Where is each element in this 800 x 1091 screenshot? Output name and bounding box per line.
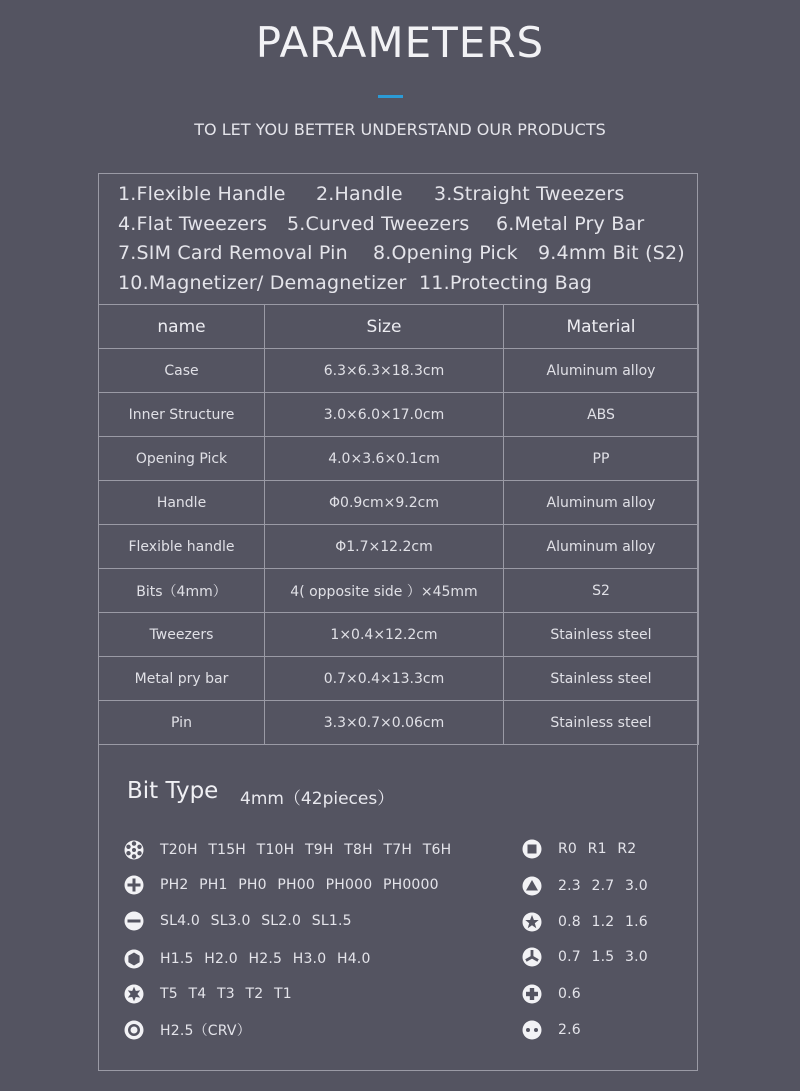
tri-wing-icon — [522, 947, 542, 967]
cell-size: Φ0.9cm×9.2cm — [265, 481, 504, 525]
cell-material: Aluminum alloy — [504, 349, 699, 393]
bit-sizes: R0 R1 R2 — [558, 841, 637, 857]
cell-name: Pin — [99, 701, 265, 745]
cell-name: Inner Structure — [99, 393, 265, 437]
cell-material: Aluminum alloy — [504, 525, 699, 569]
cell-material: PP — [504, 437, 699, 481]
hex-crv-icon — [124, 1020, 144, 1040]
package-contents — [118, 180, 698, 298]
column-header-size: Size — [265, 305, 504, 349]
cell-name: Opening Pick — [99, 437, 265, 481]
bit-row — [522, 982, 581, 1006]
square-icon — [522, 839, 542, 859]
parameters-table — [98, 304, 699, 745]
table-row — [99, 657, 699, 701]
bit-sizes: T20H T15H T10H T9H T8H T7H T6H — [160, 842, 452, 858]
bit-type-title: Bit Type — [127, 778, 219, 804]
hex-icon — [124, 949, 144, 969]
contents-item: 2.Handle — [316, 183, 403, 205]
table-row — [99, 349, 699, 393]
cell-material: Aluminum alloy — [504, 481, 699, 525]
cell-material: S2 — [504, 569, 699, 613]
bit-row — [124, 909, 352, 933]
cell-name: Bits（4mm） — [99, 569, 265, 613]
bit-row — [522, 874, 648, 898]
cell-size: 0.7×0.4×13.3cm — [265, 657, 504, 701]
page-title: PARAMETERS — [255, 18, 545, 67]
cell-name: Handle — [99, 481, 265, 525]
bit-row — [124, 982, 292, 1006]
title-accent-line — [378, 95, 403, 98]
contents-item: 6.Metal Pry Bar — [496, 212, 645, 235]
contents-item: 9.4mm Bit (S2) — [538, 242, 685, 264]
spanner-icon — [522, 1020, 542, 1040]
bit-sizes: 2.6 — [558, 1022, 581, 1038]
bit-sizes: 0.7 1.5 3.0 — [558, 949, 648, 965]
table-row — [99, 613, 699, 657]
cross-icon — [522, 984, 542, 1004]
bit-row — [522, 837, 636, 861]
contents-item: 11.Protecting Bag — [419, 271, 592, 294]
cell-material: Stainless steel — [504, 657, 699, 701]
pentalobe-icon — [522, 912, 542, 932]
triangle-icon — [522, 876, 542, 896]
column-header-name: name — [99, 305, 265, 349]
torx-security-icon — [124, 840, 144, 860]
contents-item: 10.Magnetizer/ Demagnetizer — [118, 271, 407, 294]
torx-icon — [124, 984, 144, 1004]
cell-name: Case — [99, 349, 265, 393]
bit-row — [522, 910, 648, 934]
cell-size: 4( opposite side ）×45mm — [265, 569, 504, 613]
contents-item: 4.Flat Tweezers — [118, 212, 268, 235]
bit-row — [124, 873, 439, 897]
table-row — [99, 701, 699, 745]
bit-row — [522, 945, 648, 969]
cell-name: Metal pry bar — [99, 657, 265, 701]
contents-row — [118, 180, 698, 210]
table-row — [99, 569, 699, 613]
contents-row — [118, 210, 698, 240]
table-header-row — [99, 305, 699, 349]
cell-material: ABS — [504, 393, 699, 437]
table-row — [99, 393, 699, 437]
bit-row — [124, 1018, 251, 1042]
contents-row — [118, 269, 698, 299]
cell-size: 3.0×6.0×17.0cm — [265, 393, 504, 437]
slotted-icon — [124, 911, 144, 931]
bit-sizes: T5 T4 T3 T2 T1 — [160, 986, 292, 1002]
table-row — [99, 437, 699, 481]
bit-row — [124, 838, 451, 862]
bit-row — [124, 947, 371, 971]
contents-item: 7.SIM Card Removal Pin — [118, 242, 348, 264]
bit-sizes: 0.6 — [558, 986, 581, 1002]
page-subtitle: TO LET YOU BETTER UNDERSTAND OUR PRODUCTS — [194, 120, 606, 139]
phillips-icon — [124, 875, 144, 895]
cell-size: 4.0×3.6×0.1cm — [265, 437, 504, 481]
bit-sizes: 2.3 2.7 3.0 — [558, 878, 648, 894]
bit-sizes: 0.8 1.2 1.6 — [558, 914, 648, 930]
bit-sizes: H1.5 H2.0 H2.5 H3.0 H4.0 — [160, 951, 371, 967]
contents-row — [118, 239, 698, 269]
bit-type-subtitle: 4mm（42pieces） — [240, 789, 395, 809]
table-row — [99, 525, 699, 569]
contents-item: 1.Flexible Handle — [118, 183, 286, 205]
contents-item: 5.Curved Tweezers — [287, 212, 470, 235]
table-row — [99, 481, 699, 525]
bit-sizes: H2.5（CRV） — [160, 1023, 251, 1039]
contents-item: 8.Opening Pick — [373, 242, 518, 264]
contents-item: 3.Straight Tweezers — [434, 183, 625, 205]
column-header-material: Material — [504, 305, 699, 349]
cell-name: Flexible handle — [99, 525, 265, 569]
cell-size: 1×0.4×12.2cm — [265, 613, 504, 657]
cell-size: Φ1.7×12.2cm — [265, 525, 504, 569]
cell-size: 3.3×0.7×0.06cm — [265, 701, 504, 745]
cell-name: Tweezers — [99, 613, 265, 657]
bit-sizes: SL4.0 SL3.0 SL2.0 SL1.5 — [160, 913, 352, 929]
bit-row — [522, 1018, 581, 1042]
bit-sizes: PH2 PH1 PH0 PH00 PH000 PH0000 — [160, 877, 439, 893]
cell-material: Stainless steel — [504, 613, 699, 657]
cell-material: Stainless steel — [504, 701, 699, 745]
cell-size: 6.3×6.3×18.3cm — [265, 349, 504, 393]
